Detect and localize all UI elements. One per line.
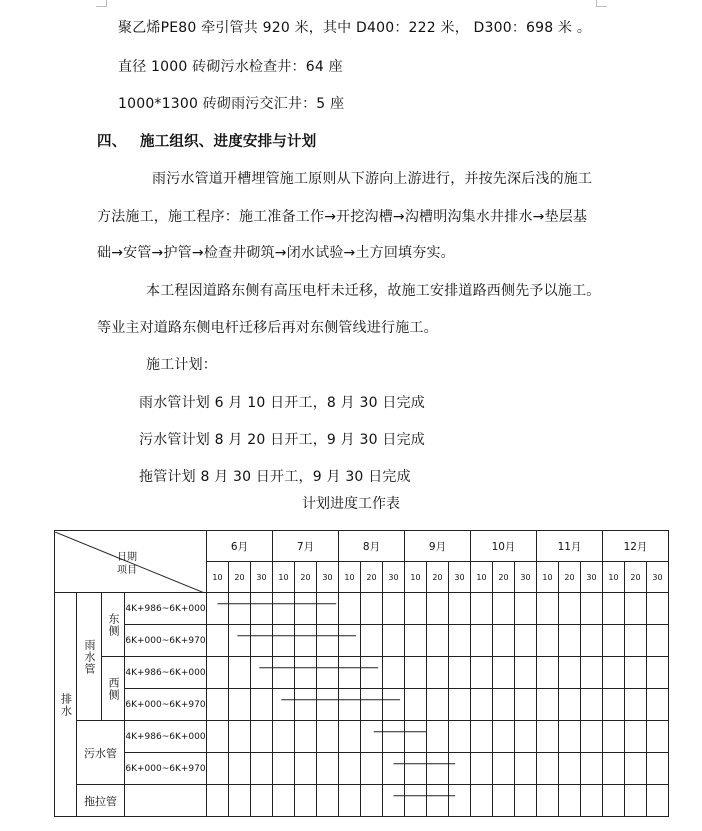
month-header: 6月 [207,531,273,562]
schedule-cell [647,593,669,625]
schedule-cell [251,593,273,625]
plan-label: 施工计划： [146,357,217,373]
schedule-cell [295,721,317,753]
section-number: 四、 [97,134,127,150]
schedule-cell [317,657,339,689]
schedule-cell [317,625,339,657]
schedule-cell [493,593,515,625]
day-header: 20 [361,562,383,593]
plan-sewage-pipe: 污水管计划 8 月 20 日开工，9 月 30 日完成 [139,432,425,448]
corner-mark-left [96,0,107,7]
schedule-cell [537,593,559,625]
schedule-cell [603,721,625,753]
section-cell: 6K+000~6K+970 [125,625,207,657]
schedule-cell [647,785,669,817]
day-header: 20 [229,562,251,593]
schedule-cell [515,785,537,817]
month-header: 9月 [405,531,471,562]
schedule-cell [273,689,295,721]
schedule-cell [317,785,339,817]
tow-pipe-cell: 拖拉管 [77,785,125,817]
schedule-cell [361,657,383,689]
schedule-cell [339,721,361,753]
schedule-cell [603,689,625,721]
schedule-cell [647,721,669,753]
schedule-cell [383,721,405,753]
schedule-cell [515,753,537,785]
schedule-cell [383,625,405,657]
day-header: 20 [493,562,515,593]
schedule-cell [405,625,427,657]
schedule-cell [251,785,273,817]
month-header-row [55,531,669,562]
schedule-cell [537,625,559,657]
month-header: 12月 [603,531,669,562]
table-row [55,753,669,785]
schedule-cell [405,753,427,785]
section-cell: 4K+986~6K+000 [125,657,207,689]
schedule-cell [603,753,625,785]
schedule-cell [427,625,449,657]
schedule-cell [603,657,625,689]
schedule-cell [383,785,405,817]
schedule-cell [625,689,647,721]
schedule-cell [471,753,493,785]
schedule-cell [581,753,603,785]
schedule-cell [427,593,449,625]
schedule-table [54,530,669,817]
day-header: 20 [295,562,317,593]
day-header: 10 [603,562,625,593]
schedule-cell [647,625,669,657]
schedule-cell [361,689,383,721]
schedule-cell [471,593,493,625]
schedule-cell [515,721,537,753]
schedule-cell [515,593,537,625]
schedule-cell [625,657,647,689]
day-header: 30 [383,562,405,593]
paragraph-2-line-2: 等业主对道路东侧电杆迁移后再对东侧管线进行施工。 [97,320,438,336]
schedule-cell [405,785,427,817]
day-header: 10 [405,562,427,593]
schedule-cell [625,625,647,657]
schedule-cell [449,721,471,753]
paragraph-1-line-1: 雨污水管道开槽埋管施工原则从下游向上游进行，并按先深后浅的施工 [152,171,593,187]
drainage-group-cell: 排水 [55,593,77,817]
diagonal-header-cell [55,531,207,593]
day-header: 10 [273,562,295,593]
schedule-cell [427,785,449,817]
plan-rain-pipe: 雨水管计划 6 月 10 日开工，8 月 30 日完成 [139,395,425,411]
schedule-cell [251,625,273,657]
schedule-cell [207,593,229,625]
schedule-cell [405,689,427,721]
table-row [55,689,669,721]
table-title: 计划进度工作表 [302,496,400,512]
schedule-cell [207,657,229,689]
month-header: 11月 [537,531,603,562]
schedule-cell [361,625,383,657]
schedule-cell [559,625,581,657]
day-header: 20 [559,562,581,593]
day-header: 30 [647,562,669,593]
schedule-cell [471,657,493,689]
section-cell: 6K+000~6K+970 [125,753,207,785]
schedule-cell [295,689,317,721]
schedule-cell [581,625,603,657]
section-cell: 4K+986~6K+000 [125,721,207,753]
day-header: 30 [449,562,471,593]
schedule-cell [405,657,427,689]
schedule-cell [251,657,273,689]
sewage-pipe-cell: 污水管 [77,721,125,785]
schedule-cell [383,689,405,721]
schedule-cell [295,625,317,657]
schedule-cell [449,785,471,817]
schedule-cell [537,753,559,785]
schedule-cell [449,625,471,657]
table-row [55,657,669,689]
schedule-cell [427,689,449,721]
schedule-cell [581,593,603,625]
schedule-cell [493,625,515,657]
month-header: 8月 [339,531,405,562]
day-header: 20 [625,562,647,593]
schedule-cell [493,721,515,753]
schedule-cell [625,721,647,753]
schedule-cell [339,657,361,689]
schedule-cell [207,721,229,753]
schedule-cell [449,657,471,689]
schedule-cell [317,721,339,753]
schedule-cell [207,753,229,785]
schedule-cell [229,689,251,721]
schedule-cell [449,753,471,785]
schedule-cell [537,657,559,689]
schedule-cell [471,785,493,817]
schedule-cell [537,689,559,721]
schedule-cell [493,689,515,721]
schedule-cell [405,593,427,625]
schedule-cell [273,657,295,689]
schedule-cell [647,689,669,721]
schedule-cell [493,753,515,785]
schedule-cell [295,657,317,689]
schedule-cell [625,785,647,817]
schedule-cell [229,785,251,817]
plan-tow-pipe: 拖管计划 8 月 30 日开工，9 月 30 日完成 [139,469,411,485]
day-header: 10 [339,562,361,593]
schedule-cell [625,593,647,625]
schedule-cell [229,625,251,657]
schedule-cell [273,625,295,657]
schedule-cell [251,753,273,785]
schedule-cell [317,593,339,625]
schedule-cell [647,753,669,785]
day-header: 30 [515,562,537,593]
schedule-cell [537,721,559,753]
paragraph-2-line-1: 本工程因道路东侧有高压电杆未迁移，故施工安排道路西侧先予以施工。 [146,283,601,299]
schedule-cell [427,721,449,753]
schedule-cell [515,625,537,657]
schedule-cell [471,721,493,753]
schedule-cell [273,753,295,785]
schedule-cell [339,753,361,785]
east-side-cell: 东侧 [102,593,125,657]
schedule-cell [405,721,427,753]
schedule-cell [383,593,405,625]
schedule-cell [515,657,537,689]
schedule-cell [295,753,317,785]
manhole-line: 直径 1000 砖砌污水检查井：64 座 [118,59,343,75]
schedule-cell [317,753,339,785]
schedule-cell [207,785,229,817]
schedule-cell [207,625,229,657]
day-header: 30 [251,562,273,593]
schedule-cell [229,657,251,689]
schedule-cell [229,593,251,625]
schedule-cell [537,785,559,817]
schedule-cell [449,689,471,721]
paragraph-1-line-2: 方法施工，施工程序：施工准备工作→开挖沟槽→沟槽明沟集水井排水→垫层基 [97,209,588,225]
schedule-cell [559,657,581,689]
junction-well-line: 1000*1300 砖砌雨污交汇井：5 座 [118,96,345,112]
schedule-cell [361,593,383,625]
day-header: 10 [207,562,229,593]
schedule-cell [295,785,317,817]
schedule-cell [581,785,603,817]
schedule-cell [559,689,581,721]
schedule-cell [449,593,471,625]
day-header: 10 [537,562,559,593]
day-header: 30 [581,562,603,593]
schedule-cell [647,657,669,689]
schedule-cell [273,785,295,817]
schedule-cell [339,785,361,817]
schedule-cell [339,593,361,625]
schedule-cell [251,721,273,753]
schedule-cell [559,721,581,753]
table-row [55,785,669,817]
schedule-cell [581,657,603,689]
item-label: 项目 [117,564,137,576]
schedule-cell [229,753,251,785]
schedule-cell [295,593,317,625]
schedule-cell [559,593,581,625]
schedule-cell [361,753,383,785]
schedule-cell [603,625,625,657]
table-row [55,593,669,625]
schedule-cell [559,785,581,817]
schedule-cell [581,721,603,753]
material-pipe-line: 聚乙烯PE80 牵引管共 920 米，其中 D400：222 米， D300：698 米 。 [118,20,592,36]
schedule-cell [251,689,273,721]
schedule-cell [427,753,449,785]
schedule-cell [361,721,383,753]
day-header: 30 [317,562,339,593]
section-cell: 4K+986~6K+000 [125,593,207,625]
west-side-cell: 西侧 [102,657,125,721]
schedule-cell [493,785,515,817]
day-header: 20 [427,562,449,593]
schedule-cell [339,689,361,721]
schedule-cell [515,689,537,721]
schedule-cell [471,689,493,721]
schedule-cell [427,657,449,689]
schedule-cell [493,657,515,689]
table-row [55,721,669,753]
date-label: 日期 [117,551,137,563]
schedule-cell [339,625,361,657]
table-row [55,625,669,657]
schedule-cell [625,753,647,785]
day-header: 10 [471,562,493,593]
section-cell [125,785,207,817]
rain-pipe-cell: 雨水管 [77,593,102,721]
schedule-cell [603,785,625,817]
schedule-cell [383,753,405,785]
schedule-cell [273,721,295,753]
corner-mark-right [596,0,607,7]
schedule-cell [207,689,229,721]
month-header: 7月 [273,531,339,562]
schedule-cell [229,721,251,753]
month-header: 10月 [471,531,537,562]
schedule-cell [361,785,383,817]
schedule-cell [603,593,625,625]
schedule-cell [317,689,339,721]
schedule-cell [471,625,493,657]
schedule-cell [273,593,295,625]
schedule-cell [581,689,603,721]
section-heading: 施工组织、进度安排与计划 [140,134,317,150]
schedule-cell [383,657,405,689]
paragraph-1-line-3: 础→安管→护管→检查井砌筑→闭水试验→土方回填夯实。 [97,245,455,261]
schedule-cell [559,753,581,785]
section-cell: 6K+000~6K+970 [125,689,207,721]
